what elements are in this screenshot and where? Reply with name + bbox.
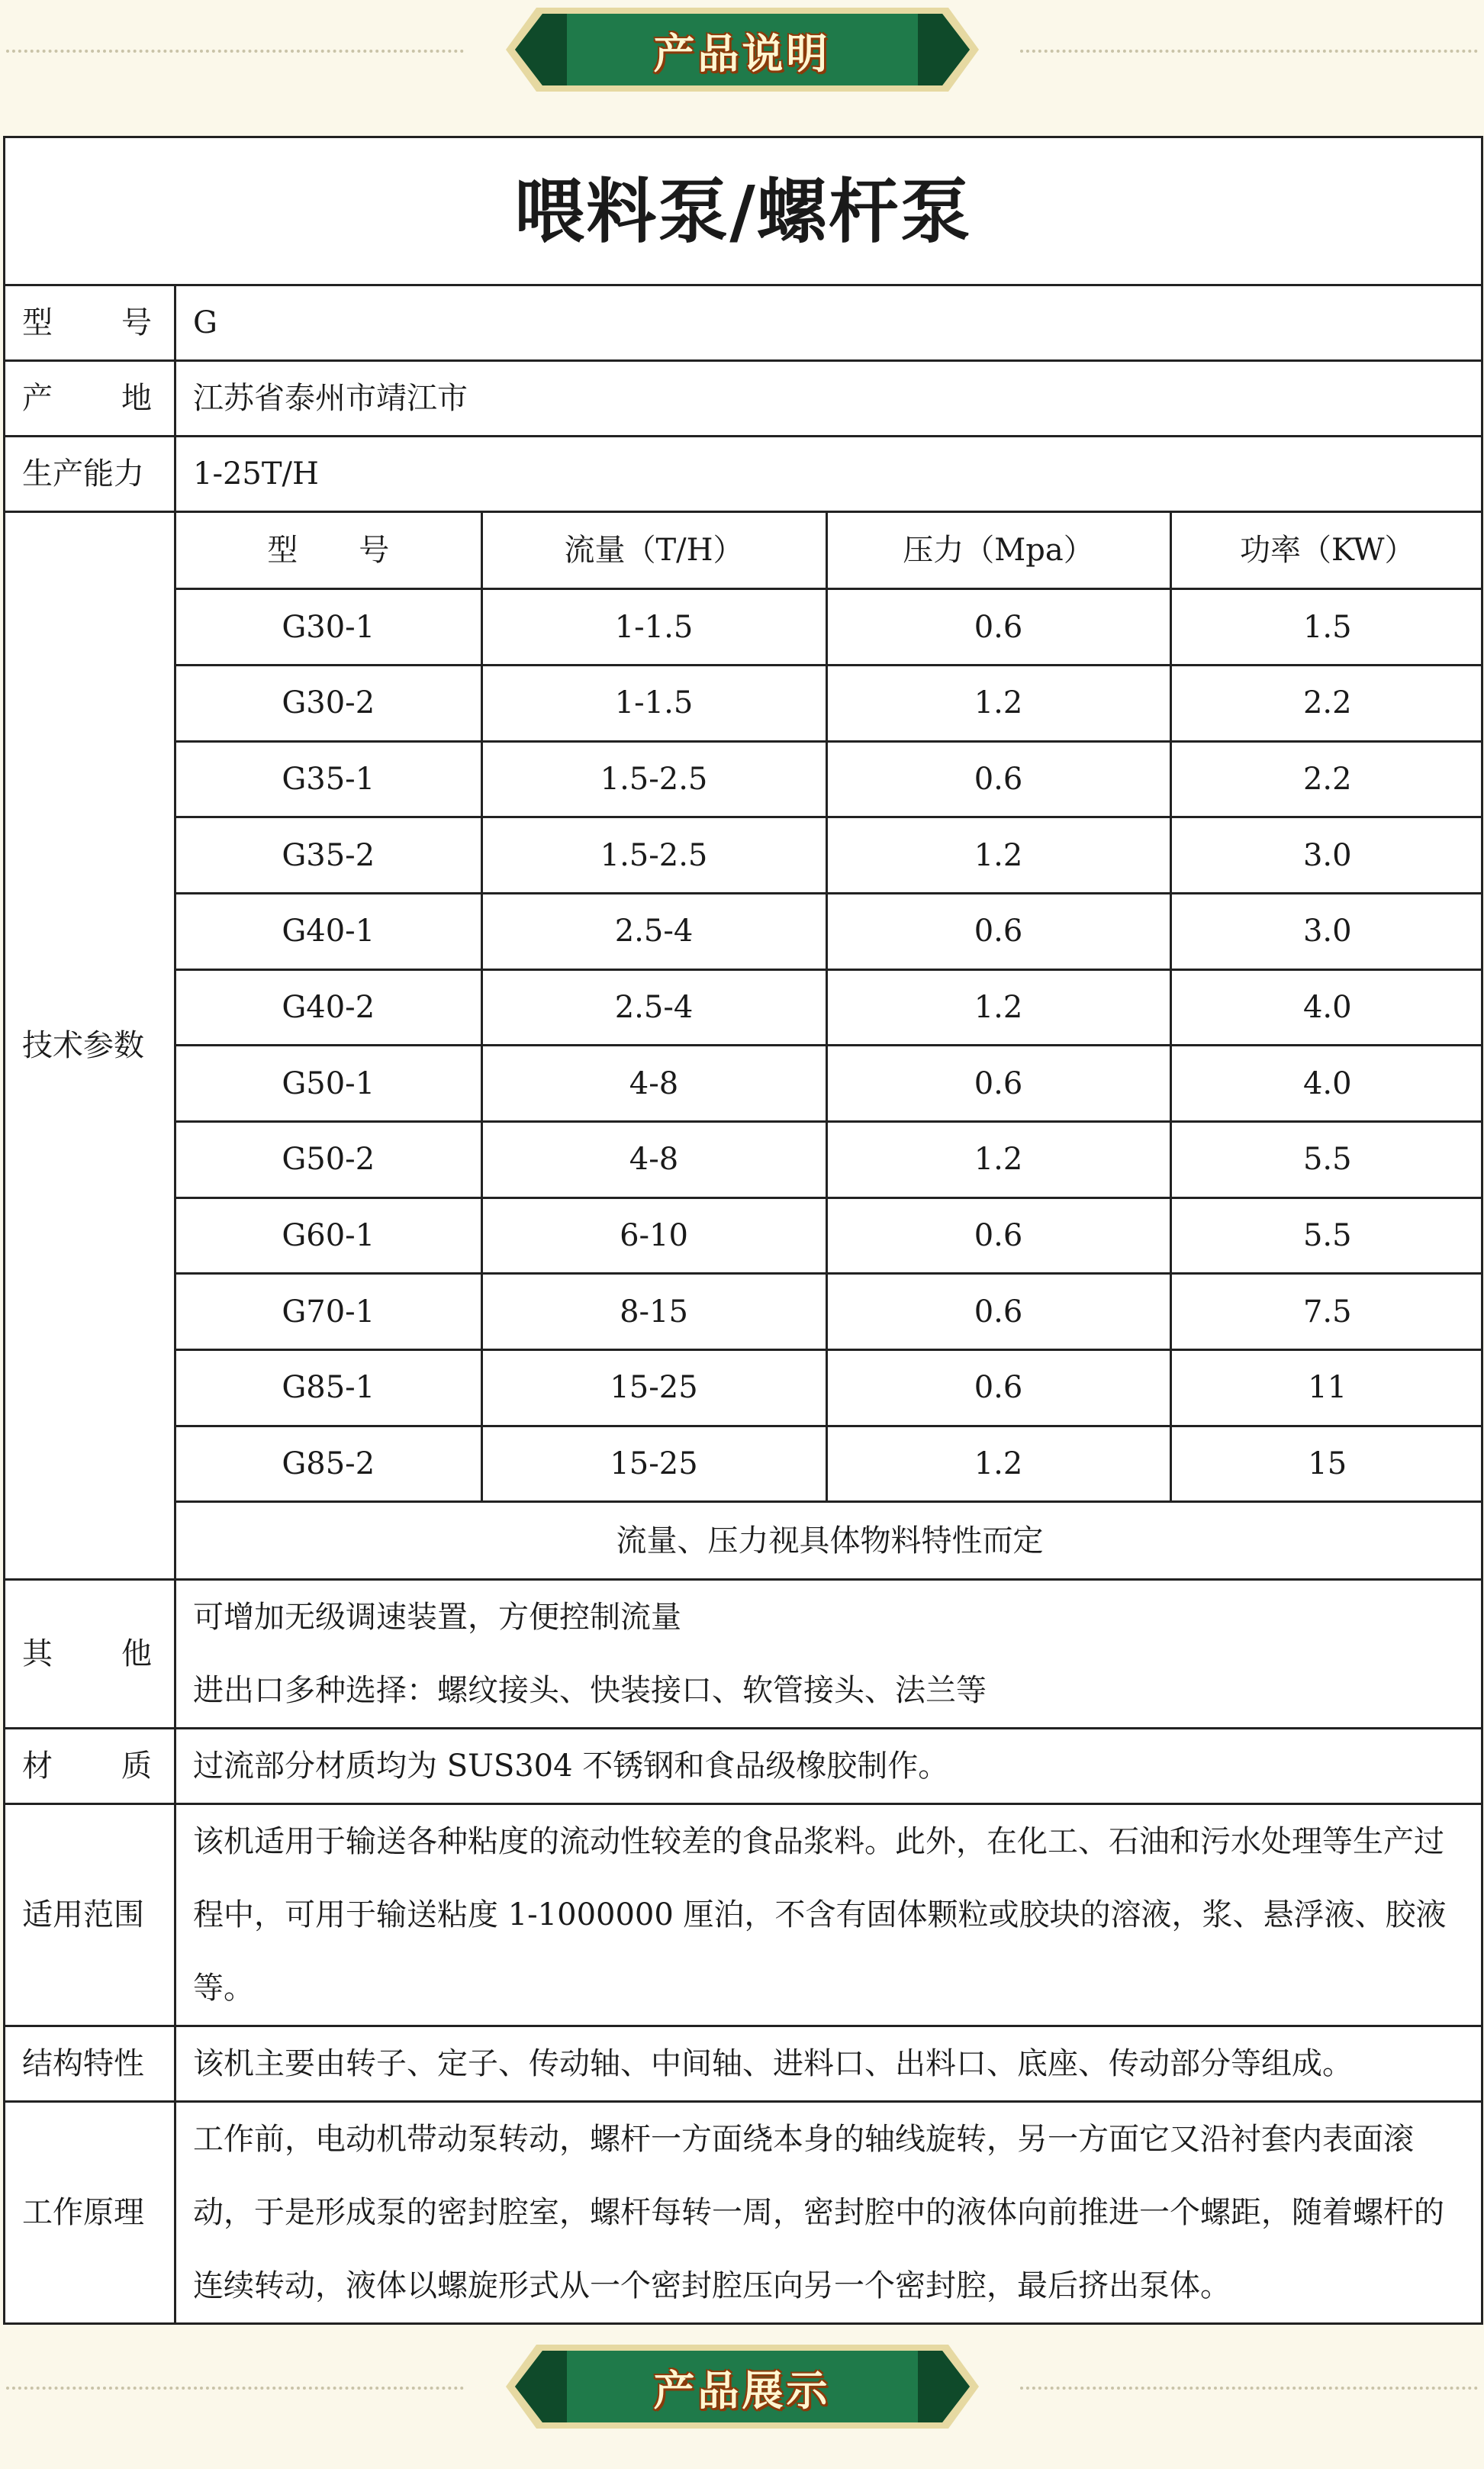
principle-row <box>5 2101 1482 2323</box>
cell-flow: 1.5-2.5 <box>481 741 826 817</box>
cell-power: 1.5 <box>1170 589 1483 666</box>
cell-pressure: 1.2 <box>826 969 1170 1046</box>
tech-data-row <box>176 969 1483 1046</box>
material-value: 过流部分材质均为 SUS304 不锈钢和食品级橡胶制作。 <box>175 1728 1482 1803</box>
tech-header-row <box>176 513 1483 589</box>
cell-model: G50-2 <box>176 1122 481 1198</box>
cell-pressure: 0.6 <box>826 1350 1170 1426</box>
top-banner <box>0 0 1484 99</box>
cell-power: 11 <box>1170 1350 1483 1426</box>
header-pressure: 压力（Mpa） <box>826 513 1170 589</box>
tech-label: 技术参数 <box>5 512 175 1580</box>
cell-flow: 2.5-4 <box>481 969 826 1046</box>
cell-flow: 2.5-4 <box>481 893 826 969</box>
cell-power: 3.0 <box>1170 893 1483 969</box>
tech-row <box>5 512 1482 1580</box>
cell-power: 3.0 <box>1170 817 1483 894</box>
tech-data-row <box>176 1350 1483 1426</box>
cell-power: 2.2 <box>1170 665 1483 741</box>
tech-data-row <box>176 1274 1483 1350</box>
dotted-divider-left <box>6 50 464 53</box>
tech-data-row <box>176 1122 1483 1198</box>
other-line: 可增加无级调速装置，方便控制流量 <box>193 1599 681 1635</box>
cell-power: 7.5 <box>1170 1274 1483 1350</box>
cell-model: G30-1 <box>176 589 481 666</box>
tech-data-row <box>176 817 1483 894</box>
other-label: 其 他 <box>5 1579 175 1728</box>
dotted-divider-right <box>1020 50 1478 53</box>
capacity-row <box>5 437 1482 512</box>
tech-data-row <box>176 1426 1483 1502</box>
cell-model: G30-2 <box>176 665 481 741</box>
cell-model: G60-1 <box>176 1197 481 1274</box>
cell-model: G35-1 <box>176 741 481 817</box>
tech-note: 流量、压力视具体物料特性而定 <box>176 1502 1483 1578</box>
structure-label: 结构特性 <box>5 2026 175 2101</box>
cell-model: G40-1 <box>176 893 481 969</box>
scope-value: 该机适用于输送各种粘度的流动性较差的食品浆料。此外，在化工、石油和污水处理等生产过程中，可用于输送粘度 1-1000000 厘泊，不含有固体颗粒或胶块的溶液，浆、悬浮液、胶液等。 <box>175 1803 1482 2026</box>
title-row <box>5 137 1482 285</box>
cell-pressure: 0.6 <box>826 1274 1170 1350</box>
material-row <box>5 1728 1482 1803</box>
bottom-banner <box>0 2337 1484 2436</box>
header-model: 型 号 <box>176 513 481 589</box>
banner-title: 产品说明 <box>653 30 831 78</box>
principle-label: 工作原理 <box>5 2101 175 2323</box>
tech-data-row <box>176 893 1483 969</box>
cell-flow: 1.5-2.5 <box>481 817 826 894</box>
cell-pressure: 1.2 <box>826 817 1170 894</box>
material-label: 材 质 <box>5 1728 175 1803</box>
cell-model: G85-1 <box>176 1350 481 1426</box>
cell-model: G40-2 <box>176 969 481 1046</box>
tech-data-row <box>176 1197 1483 1274</box>
cell-power: 4.0 <box>1170 1046 1483 1122</box>
cell-pressure: 0.6 <box>826 1197 1170 1274</box>
origin-row <box>5 361 1482 437</box>
cell-power: 5.5 <box>1170 1122 1483 1198</box>
scope-row <box>5 1803 1482 2026</box>
cell-flow: 1-1.5 <box>481 589 826 666</box>
cell-flow: 4-8 <box>481 1122 826 1198</box>
cell-power: 2.2 <box>1170 741 1483 817</box>
cell-pressure: 1.2 <box>826 1122 1170 1198</box>
product-title: 喂料泵/螺杆泵 <box>5 137 1482 285</box>
principle-value: 工作前，电动机带动泵转动，螺杆一方面绕本身的轴线旋转，另一方面它又沿衬套内表面滚动，于是形成泵的密封腔室，螺杆每转一周，密封腔中的液体向前推进一个螺距，随着螺杆的连续转动，液体以螺旋形式从一个密封腔压向另一个密封腔，最后挤出泵体。 <box>175 2101 1482 2323</box>
capacity-value: 1-25T/H <box>175 437 1482 512</box>
tech-note-row <box>176 1502 1483 1578</box>
cell-pressure: 1.2 <box>826 665 1170 741</box>
scope-label: 适用范围 <box>5 1803 175 2026</box>
structure-row <box>5 2026 1482 2101</box>
cell-model: G70-1 <box>176 1274 481 1350</box>
cell-power: 5.5 <box>1170 1197 1483 1274</box>
cell-flow: 15-25 <box>481 1426 826 1502</box>
tech-data-row <box>176 665 1483 741</box>
spec-table <box>3 136 1483 2325</box>
other-value <box>175 1579 1482 1728</box>
header-power: 功率（KW） <box>1170 513 1483 589</box>
cell-flow: 1-1.5 <box>481 665 826 741</box>
cell-model: G50-1 <box>176 1046 481 1122</box>
cell-flow: 15-25 <box>481 1350 826 1426</box>
other-row <box>5 1579 1482 1728</box>
dotted-divider-left <box>6 2387 464 2390</box>
ribbon <box>506 8 979 92</box>
model-value: G <box>175 285 1482 361</box>
cell-model: G35-2 <box>176 817 481 894</box>
cell-flow: 6-10 <box>481 1197 826 1274</box>
model-label: 型 号 <box>5 285 175 361</box>
cell-pressure: 0.6 <box>826 893 1170 969</box>
cell-model: G85-2 <box>176 1426 481 1502</box>
capacity-label: 生产能力 <box>5 437 175 512</box>
cell-flow: 8-15 <box>481 1274 826 1350</box>
other-line: 进出口多种选择：螺纹接头、快装接口、软管接头、法兰等 <box>193 1672 987 1708</box>
tech-params-table <box>176 513 1483 1578</box>
structure-value: 该机主要由转子、定子、传动轴、中间轴、进料口、出料口、底座、传动部分等组成。 <box>175 2026 1482 2101</box>
header-flow: 流量（T/H） <box>481 513 826 589</box>
cell-pressure: 1.2 <box>826 1426 1170 1502</box>
tech-params <box>175 512 1482 1580</box>
cell-power: 15 <box>1170 1426 1483 1502</box>
dotted-divider-right <box>1020 2387 1478 2390</box>
cell-pressure: 0.6 <box>826 741 1170 817</box>
tech-data-row <box>176 1046 1483 1122</box>
cell-pressure: 0.6 <box>826 589 1170 666</box>
tech-data-row <box>176 589 1483 666</box>
model-row <box>5 285 1482 361</box>
tech-data-row <box>176 741 1483 817</box>
origin-value: 江苏省泰州市靖江市 <box>175 361 1482 437</box>
origin-label: 产 地 <box>5 361 175 437</box>
ribbon <box>506 2345 979 2429</box>
cell-pressure: 0.6 <box>826 1046 1170 1122</box>
banner-title: 产品展示 <box>653 2367 831 2415</box>
cell-power: 4.0 <box>1170 969 1483 1046</box>
cell-flow: 4-8 <box>481 1046 826 1122</box>
